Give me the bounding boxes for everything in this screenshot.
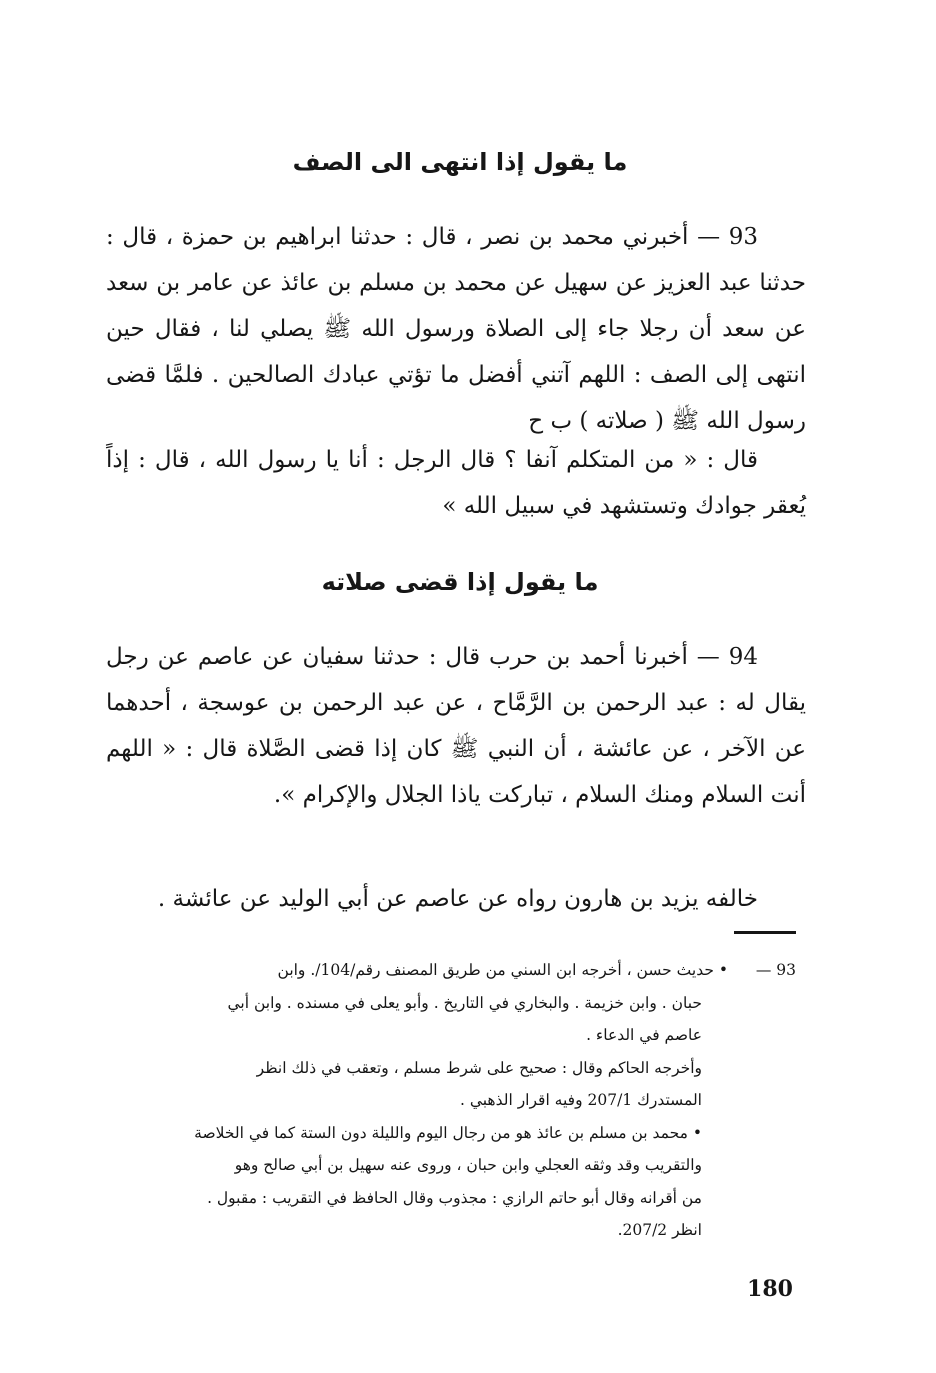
footnote-separator	[734, 931, 796, 934]
hadith-number-94: 94	[728, 644, 759, 670]
footnote-text: • حديث حسن ، أخرجه ابن السني من طريق المصنف رقم/104/. وابن	[277, 961, 728, 979]
narration-variant-paragraph	[106, 876, 806, 922]
footnote-text: والتقريب وقد وثقه العجلي وابن حبان ، وروى عنه سهيل بن أبي صالح وهو	[234, 1156, 702, 1174]
footnote-line	[106, 1084, 796, 1117]
hadith-94-paragraph	[106, 634, 806, 818]
footnote-line	[106, 954, 796, 987]
page-number: 180	[747, 1276, 793, 1302]
footnote-text: وأخرجه الحاكم وقال : صحيح على شرط مسلم ، وتعقب في ذلك انظر	[256, 1058, 702, 1077]
footnote-text: انظر 207/2.	[617, 1221, 702, 1239]
footnote-line	[106, 1052, 796, 1085]
footnote-line	[106, 1149, 796, 1182]
footnote-line	[106, 987, 796, 1020]
footnote-text: حبان . وابن خزيمة . والبخاري في التاريخ . وأبو يعلى في مسنده . وابن أبي	[227, 993, 702, 1012]
footnote-line	[106, 1214, 796, 1247]
footnote-number: 93 —	[755, 961, 796, 979]
hadith-94-text: — أخبرنا أحمد بن حرب قال : حدثنا سفيان عن عاصم عن رجل يقال له : عبد الرحمن بن الرَّمَّاح ، عن عبد الرحمن بن عوسجة ، أحدهما عن الآخر ، عن عائشة ، أن النبي ﷺ كان إذا قضى الصَّلاة قال : « اللهم أنت السلام ومنك السلام ، تباركت ياذا الجلال والإكرام ».	[106, 644, 806, 808]
hadith-number-93: 93	[728, 224, 758, 250]
footnote-line	[106, 1019, 796, 1052]
hadith-93-continuation	[106, 437, 806, 529]
narration-variant-text: خالفه يزيد بن هارون رواه عن عاصم عن أبي الوليد عن عائشة .	[157, 886, 758, 912]
footnote-line	[106, 1117, 796, 1150]
footnote-line	[106, 1182, 796, 1215]
section-heading-1: ما يقول إذا انتهى الى الصف	[292, 148, 628, 176]
footnote-text: من أقرانه وقال أبو حاتم الرازي : مجذوب وقال الحافظ في التقريب : مقبول .	[207, 1188, 702, 1207]
hadith-93-paragraph	[106, 214, 806, 444]
section-heading-2: ما يقول إذا قضى صلاته	[321, 568, 599, 596]
hadith-93-text: — أخبرني محمد بن نصر ، قال : حدثنا ابراهيم بن حمزة ، قال : حدثنا عبد العزيز عن سهيل عن محمد بن مسلم بن عائذ عن عامر بن سعد عن سعد أن رجلا جاء إلى الصلاة ورسول الله ﷺ يصلي لنا ، فقال حين انتهى إلى الصف : اللهم آتني أفضل ما تؤتي عبادك الصالحين . فلمَّا قضى رسول الله ﷺ ( صلاته ) ب ح	[106, 224, 807, 434]
hadith-93-continuation-text: قال : « من المتكلم آنفا ؟ قال الرجل : أنا يا رسول الله ، قال : إذاً يُعقر جوادك وتستشهد في سبيل الله »	[106, 447, 806, 519]
footnote-text: • محمد بن مسلم بن عائذ هو من رجال اليوم والليلة دون الستة كما في الخلاصة	[194, 1123, 702, 1142]
footnotes	[106, 954, 796, 1247]
footnote-text: المستدرك 207/1 وفيه اقرار الذهبي .	[459, 1091, 702, 1109]
footnote-text: عاصم في الدعاء .	[586, 1026, 702, 1044]
